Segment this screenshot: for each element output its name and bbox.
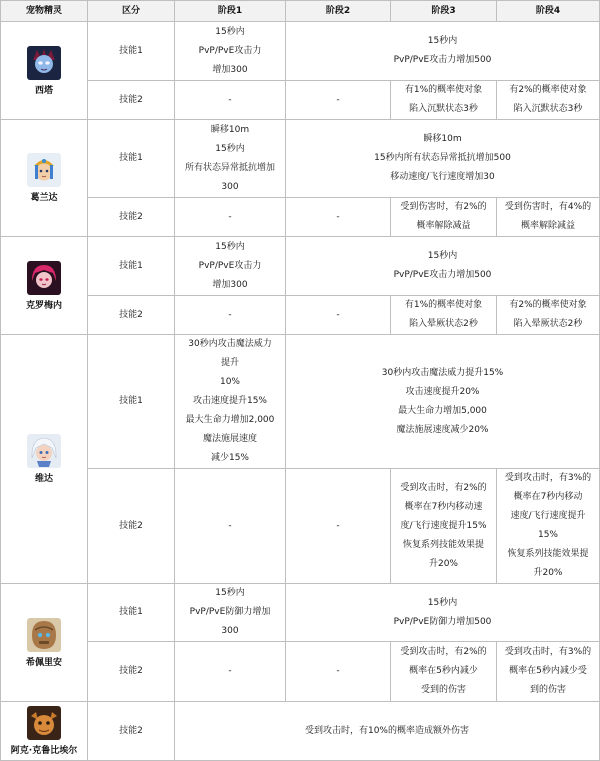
table-row (1, 642, 600, 702)
stage2-cell: - (286, 198, 391, 237)
pet-name: 维达 (34, 474, 53, 484)
stage3-cell: 有1%的概率使对象 陷入沉默状态3秒 (391, 81, 497, 120)
stage1-4-cell: 受到攻击时，有10%的概率造成额外伤害 (175, 702, 600, 761)
skill-label: 技能2 (88, 642, 175, 702)
table-row (1, 22, 600, 81)
table-row (1, 198, 600, 237)
stage1-cell: - (175, 81, 286, 120)
stage2-cell: - (286, 296, 391, 335)
table-row (1, 81, 600, 120)
stage1-cell: - (175, 296, 286, 335)
skill-label: 技能2 (88, 469, 175, 584)
weida-avatar-icon (27, 434, 61, 468)
skill-label: 技能2 (88, 198, 175, 237)
stage1-cell: 15秒内 PvP/PvE攻击力 增加300 (175, 237, 286, 296)
stage2-cell: - (286, 469, 391, 584)
col-header-stage3: 阶段3 (391, 1, 497, 22)
stage3-cell: 受到攻击时，有2%的 概率在5秒内减少 受到的伤害 (391, 642, 497, 702)
stage2-cell: - (286, 81, 391, 120)
stage2-4-cell: 30秒内攻击魔法威力提升15% 攻击速度提升20% 最大生命力增加5,000 魔法施展速度减少20% (286, 335, 600, 469)
table-row (1, 335, 600, 469)
skill-label: 技能1 (88, 120, 175, 198)
table-row (1, 469, 600, 584)
stage3-cell: 受到攻击时，有2%的 概率在7秒内移动速 度/飞行速度提升15% 恢复系列技能效果提 升20% (391, 469, 497, 584)
col-header-stage1: 阶段1 (175, 1, 286, 22)
pet-name: 葛兰达 (30, 193, 58, 203)
stage2-4-cell: 15秒内 PvP/PvE攻击力增加500 (286, 237, 600, 296)
gelanda-avatar-icon (27, 153, 61, 187)
stage1-cell: - (175, 469, 286, 584)
stage2-4-cell: 15秒内 PvP/PvE攻击力增加500 (286, 22, 600, 81)
stage3-cell: 受到伤害时，有2%的 概率解除减益 (391, 198, 497, 237)
pet-cell (1, 702, 88, 761)
col-header-category: 区分 (88, 1, 175, 22)
ake-kelubier-avatar-icon (27, 706, 61, 740)
stage1-cell: 瞬移10m 15秒内 所有状态异常抵抗增加 300 (175, 120, 286, 198)
pet-name: 希佩里安 (25, 657, 62, 668)
stage1-cell: - (175, 198, 286, 237)
xipeilian-avatar-icon (27, 618, 61, 652)
table-row (1, 237, 600, 296)
pet-cell (1, 22, 88, 120)
pet-name: 阿克·克鲁比埃尔 (10, 746, 78, 756)
pet-name: 克罗梅内 (25, 300, 62, 311)
pet-cell (1, 237, 88, 335)
stage1-cell: 30秒内攻击魔法威力 提升 10% 攻击速度提升15% 最大生命力增加2,000 魔法施展速度 减少15% (175, 335, 286, 469)
skill-label: 技能1 (88, 237, 175, 296)
skill-label: 技能1 (88, 22, 175, 81)
stage2-cell: - (286, 642, 391, 702)
skill-label: 技能2 (88, 702, 175, 761)
pet-cell (1, 335, 88, 584)
pet-cell (1, 120, 88, 237)
col-header-pet: 宠物精灵 (1, 1, 88, 22)
stage2-4-cell: 瞬移10m 15秒内所有状态异常抵抗增加500 移动速度/飞行速度增加30 (286, 120, 600, 198)
stage2-4-cell: 15秒内 PvP/PvE防御力增加500 (286, 584, 600, 642)
stage1-cell: 15秒内 PvP/PvE防御力增加 300 (175, 584, 286, 642)
table-row (1, 120, 600, 198)
stage1-cell: 15秒内 PvP/PvE攻击力 增加300 (175, 22, 286, 81)
stage4-cell: 受到攻击时，有3%的 概率在5秒内减少受 到的伤害 (497, 642, 600, 702)
stage4-cell: 有2%的概率使对象 陷入晕厥状态2秒 (497, 296, 600, 335)
kuromeinei-avatar-icon (27, 261, 61, 295)
table-row (1, 702, 600, 761)
col-header-stage2: 阶段2 (286, 1, 391, 22)
stage1-cell: - (175, 642, 286, 702)
skill-label: 技能1 (88, 584, 175, 642)
stage4-cell: 受到攻击时，有3%的 概率在7秒内移动 速度/飞行速度提升 15% 恢复系列技能效果提 升20% (497, 469, 600, 584)
table-row (1, 296, 600, 335)
pet-cell (1, 584, 88, 702)
skill-label: 技能2 (88, 81, 175, 120)
table-row (1, 584, 600, 642)
col-header-stage4: 阶段4 (497, 1, 600, 22)
header-row (1, 1, 600, 22)
pet-name: 西塔 (34, 85, 53, 96)
skill-label: 技能2 (88, 296, 175, 335)
skill-label: 技能1 (88, 335, 175, 469)
xita-avatar-icon (27, 46, 61, 80)
stage4-cell: 有2%的概率使对象 陷入沉默状态3秒 (497, 81, 600, 120)
stage4-cell: 受到伤害时，有4%的 概率解除减益 (497, 198, 600, 237)
stage3-cell: 有1%的概率使对象 陷入晕厥状态2秒 (391, 296, 497, 335)
